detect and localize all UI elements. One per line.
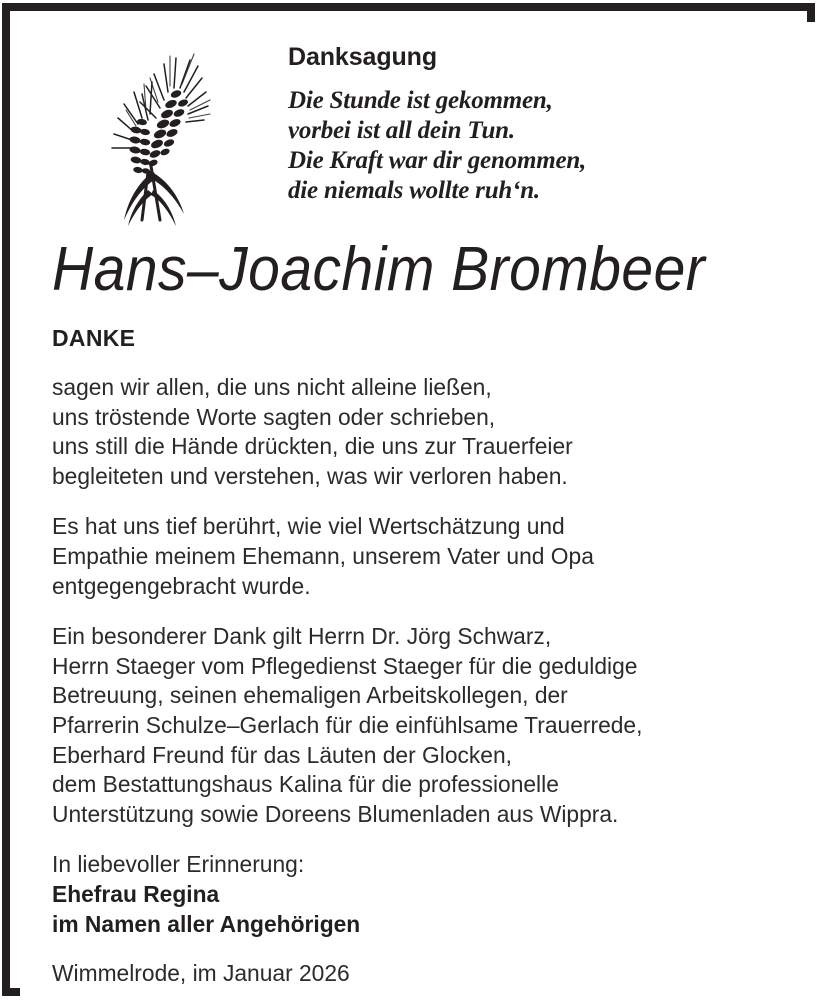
thanks-paragraph-2 <box>52 512 780 601</box>
verse-line: vorbei ist all dein Tun. <box>288 117 515 144</box>
paragraph-line: Eberhard Freund für das Läuten der Glocken, <box>52 741 512 768</box>
paragraph-line: sagen wir allen, die uns nicht alleine ließen, <box>52 374 492 400</box>
paragraph-line: uns still die Hände drückten, die uns zur Trauerfeier <box>52 433 573 460</box>
thanks-paragraph-3 <box>52 622 780 829</box>
paragraph-line: Empathie meinem Ehemann, unserem Vater und Opa <box>52 542 594 569</box>
danke-label: DANKE <box>52 325 136 351</box>
paragraph-line: entgegengebracht wurde. <box>52 572 311 599</box>
paragraph-line: Herrn Staeger vom Pflegedienst Staeger für die geduldige <box>52 652 638 679</box>
notice-body <box>52 324 802 989</box>
place-and-date: Wimmelrode, im Januar 2026 <box>52 960 350 987</box>
paragraph-line: Betreuung, seinen ehemaligen Arbeitskollegen, der <box>52 682 568 709</box>
thanks-paragraph-1 <box>52 373 780 491</box>
signer-name: Ehefrau Regina <box>52 880 220 907</box>
notice-content <box>20 22 817 999</box>
deceased-name: Hans–Joachim Brombeer <box>52 235 706 304</box>
paragraph-line: Es hat uns tief berührt, wie viel Wertschätzung und <box>52 513 565 540</box>
closing-intro: In liebevoller Erinnerung: <box>52 851 305 878</box>
signer-relatives: im Namen aller Angehörigen <box>52 910 361 937</box>
header-text-block <box>288 22 808 206</box>
closing-block <box>52 850 780 939</box>
paragraph-line: Unterstützung sowie Doreens Blumenladen aus Wippra. <box>52 800 619 827</box>
memorial-verse <box>288 86 808 206</box>
verse-line: die niemals wollte ruh‘n. <box>288 177 540 204</box>
wheat-sheaf-icon <box>98 48 218 226</box>
paragraph-line: Ein besonderer Dank gilt Herrn Dr. Jörg Schwarz, <box>52 623 552 650</box>
notice-border <box>2 3 815 996</box>
paragraph-line: Pfarrerin Schulze–Gerlach für die einfühlsame Trauerrede, <box>52 711 643 738</box>
page-title: Danksagung <box>288 43 438 71</box>
paragraph-line: dem Bestattungshaus Kalina für die professionelle <box>52 771 559 798</box>
paragraph-line: uns tröstende Worte sagten oder schrieben, <box>52 403 496 430</box>
verse-line: Die Stunde ist gekommen, <box>288 87 553 114</box>
notice-header <box>20 22 817 227</box>
verse-line: Die Kraft war dir genommen, <box>288 147 587 174</box>
paragraph-line: begleiteten und verstehen, was wir verloren haben. <box>52 462 568 489</box>
